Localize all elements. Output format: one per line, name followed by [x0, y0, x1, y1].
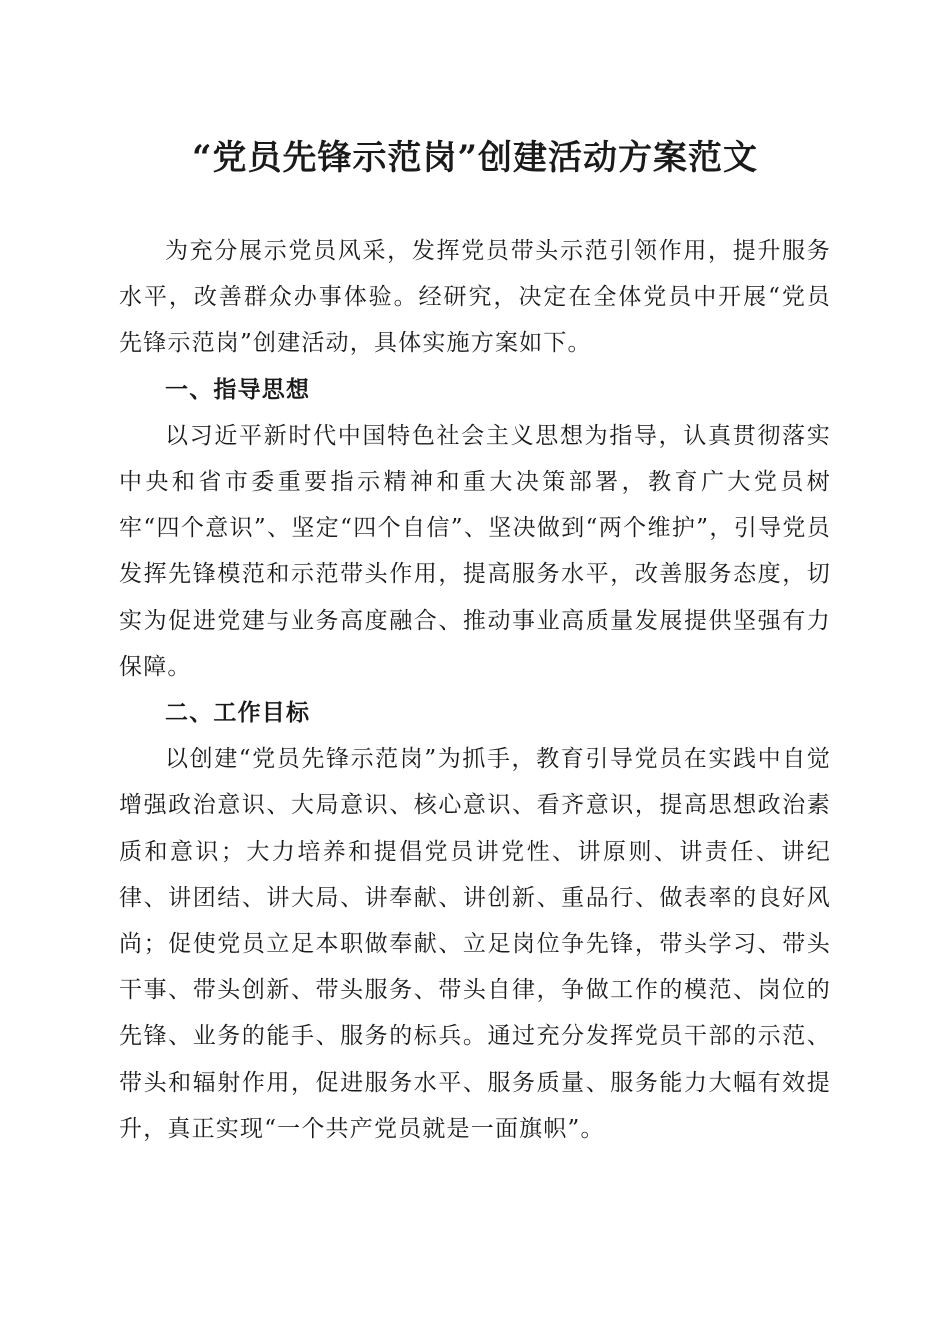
document-body	[119, 228, 831, 1152]
document-title: “党员先锋示范岗”创建活动方案范文	[191, 138, 759, 178]
section-paragraph-work-goals: 以创建“党员先锋示范岗”为抓手，教育引导党员在实践中自觉增强政治意识、大局意识、核心意识、看齐意识，提高思想政治素质和意识；大力培养和提倡党员讲党性、讲原则、讲责任、讲纪律、讲团结、讲大局、讲奉献、讲创新、重品行、做表率的良好风尚；促使党员立足本职做奉献、立足岗位争先锋，带头学习、带头干事、带头创新、带头服务、带头自律，争做工作的模范、岗位的先锋、业务的能手、服务的标兵。通过充分发挥党员干部的示范、带头和辐射作用，促进服务水平、服务质量、服务能力大幅有效提升，真正实现“一个共产党员就是一面旗帜”。	[119, 746, 831, 1142]
section-heading-work-goals: 二、工作目标	[165, 700, 311, 727]
section-heading-guiding-ideology: 一、指导思想	[165, 376, 311, 403]
intro-paragraph: 为充分展示党员风采，发挥党员带头示范引领作用，提升服务水平，改善群众办事体验。经研究，决定在全体党员中开展“党员先锋示范岗”创建活动，具体实施方案如下。	[119, 238, 831, 357]
section-paragraph-guiding-ideology: 以习近平新时代中国特色社会主义思想为指导，认真贯彻落实中央和省市委重要指示精神和重大决策部署，教育广大党员树牢“四个意识”、坚定“四个自信”、坚决做到“两个维护”，引导党员发挥先锋模范和示范带头作用，提高服务水平，改善服务态度，切实为促进党建与业务高度融合、推动事业高质量发展提供坚强有力保障。	[119, 422, 831, 680]
